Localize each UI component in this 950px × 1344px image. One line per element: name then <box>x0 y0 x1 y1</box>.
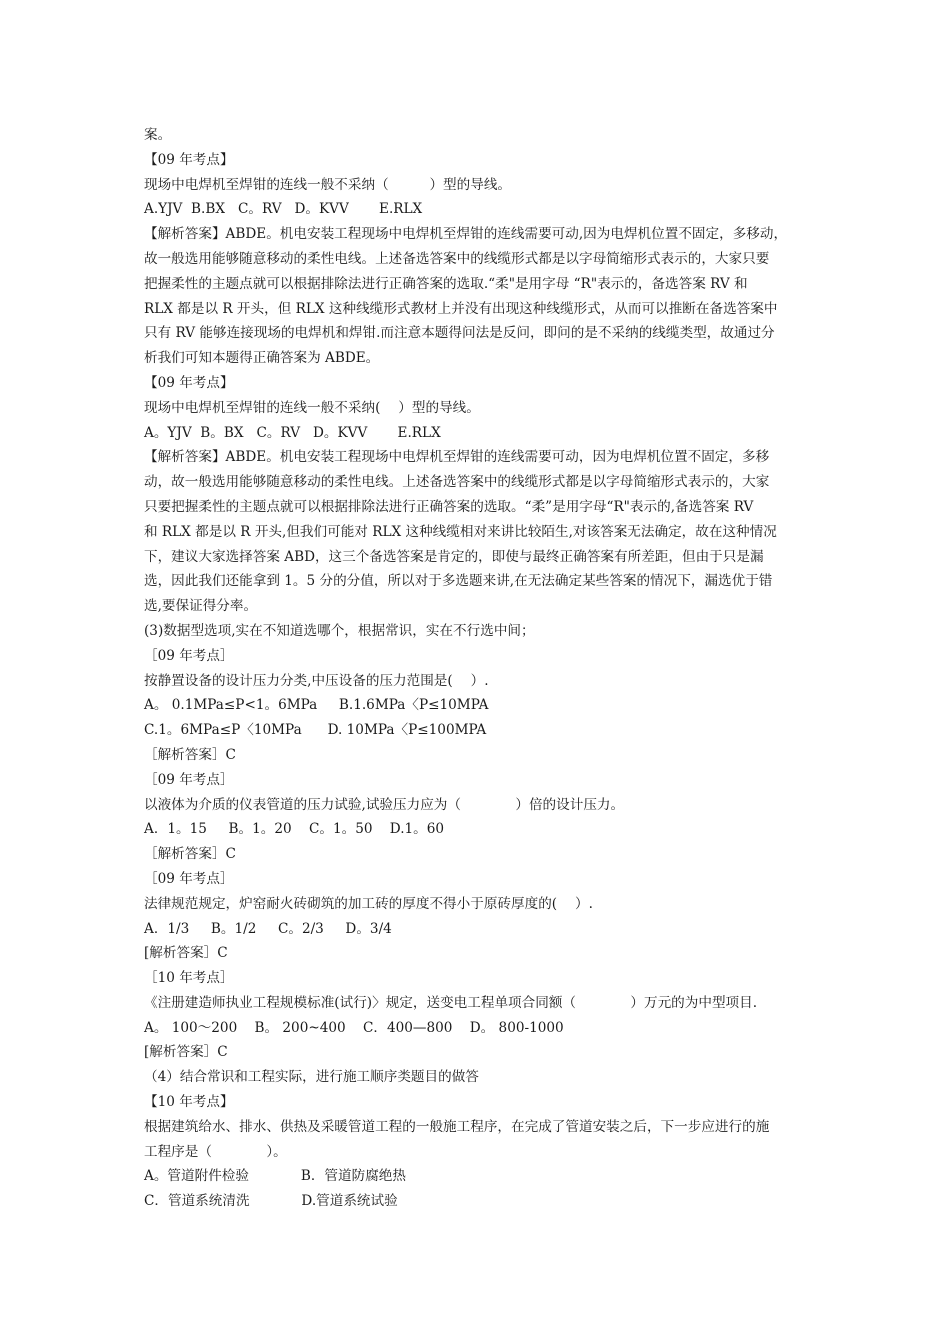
text-line: A。 100～200 B。 200~400 C．400—800 D。 800-1000 <box>144 1019 564 1036</box>
text-line: 【10 年考点】 <box>144 1094 234 1111</box>
text-line: A。YJV B。BX C。RV D。KVV E.RLX <box>144 424 441 441</box>
text-line: 选,要保证得分率。 <box>144 598 258 615</box>
text-line: 按静置设备的设计压力分类,中压设备的压力范围是( ）. <box>144 672 489 689</box>
text-line: 法律规范规定，炉窑耐火砖砌筑的加工砖的厚度不得小于原砖厚度的( ）. <box>144 895 593 912</box>
text-line: A。管道附件检验 B．管道防腐绝热 <box>144 1168 406 1185</box>
text-line: 只有 RV 能够连接现场的电焊机和焊钳.而注意本题得问法是反问，即问的是不采纳的线缆类型，故通过分 <box>144 325 775 342</box>
page-content <box>144 123 824 1214</box>
text-line: [解析答案］C <box>144 1044 228 1061</box>
text-line: ［09 年考点］ <box>144 647 234 664</box>
text-line: A．1。15 B。1。20 C。1。50 D.1。60 <box>144 821 445 838</box>
text-line: 析我们可知本题得正确答案为 ABDE。 <box>144 350 380 367</box>
text-line: 案。 <box>144 127 172 143</box>
text-line: 动，故一般选用能够随意移动的柔性电线。上述备选答案中的线缆形式都是以字母简缩形式表示的，大家 <box>144 474 770 491</box>
text-line: 【09 年考点】 <box>144 374 234 391</box>
text-line: 工程序是（ ）。 <box>144 1143 287 1160</box>
text-line: 和 RLX 都是以 R 开头,但我们可能对 RLX 这种线缆相对来讲比较陌生,对该答案无法确定，故在这种情况 <box>144 523 777 540</box>
text-line: RLX 都是以 R 开头，但 RLX 这种线缆形式教材上并没有出现这种线缆形式，从而可以推断在备选答案中 <box>144 300 778 317</box>
text-line: (3)数据型选项,实在不知道选哪个，根据常识，实在不行选中间； <box>144 622 535 639</box>
text-line: ［解析答案］C <box>144 846 236 863</box>
text-line: A．1/3 B。1/2 C。2/3 D。3/4 <box>144 920 392 937</box>
text-line: 【解析答案】ABDE。机电安装工程现场中电焊机至焊钳的连线需要可动,因为电焊机位置不固定，多移动， <box>144 226 788 243</box>
text-line: C.1。6MPa≤P〈10MPa D. 10MPa〈P≤100MPA <box>144 722 487 739</box>
text-line: A。 0.1MPa≤P<1。6MPa B.1.6MPa〈P≤10MPA <box>144 697 489 714</box>
text-line: 根据建筑给水、排水、供热及采暖管道工程的一般施工程序，在完成了管道安装之后，下一步应进行的施 <box>144 1118 770 1135</box>
text-line: 只要把握柔性的主题点就可以根据排除法进行正确答案的选取。“柔”是用字母“R"表示的,备选答案 RV <box>144 498 754 515</box>
text-line: C．管道系统清洗 D.管道系统试验 <box>144 1193 398 1210</box>
text-line: 下，建议大家选择答案 ABD，这三个备选答案是肯定的，即使与最终正确答案有所差距，但由于只是漏 <box>144 548 764 565</box>
text-line: [解析答案］C <box>144 945 228 962</box>
text-line: ［10 年考点］ <box>144 970 234 987</box>
text-line: A.YJV B.BX C。RV D。KVV E.RLX <box>144 201 423 218</box>
text-line: 以液体为介质的仪表管道的压力试验,试验压力应为（ ）倍的设计压力。 <box>144 796 625 813</box>
text-line: 【解析答案】ABDE。机电安装工程现场中电焊机至焊钳的连线需要可动，因为电焊机位置不固定，多移 <box>144 449 770 466</box>
text-line: 现场中电焊机至焊钳的连线一般不采纳（ ）型的导线。 <box>144 176 512 193</box>
text-line: 现场中电焊机至焊钳的连线一般不采纳( ）型的导线。 <box>144 399 480 416</box>
text-line: ［09 年考点］ <box>144 771 234 788</box>
text-line: 【09 年考点】 <box>144 151 234 168</box>
text-line: （4）结合常识和工程实际，进行施工顺序类题目的做答 <box>144 1069 479 1086</box>
text-line: ［解析答案］C <box>144 746 236 763</box>
text-line: ［09 年考点］ <box>144 870 234 887</box>
text-line: 《注册建造师执业工程规模标准(试行)〉规定，送变电工程单项合同额（ ）万元的为中型项目. <box>144 994 758 1011</box>
text-line: 把握柔性的主题点就可以根据排除法进行正确答案的选取.“柔"是用字母 “R"表示的，备选答案 RV 和 <box>144 275 748 292</box>
text-line: 故一般选用能够随意移动的柔性电线。上述备选答案中的线缆形式都是以字母简缩形式表示的，大家只要 <box>144 250 770 267</box>
text-line: 选，因此我们还能拿到 1。5 分的分值，所以对于多选题来讲,在无法确定某些答案的情况下，漏选优于错 <box>144 573 773 590</box>
